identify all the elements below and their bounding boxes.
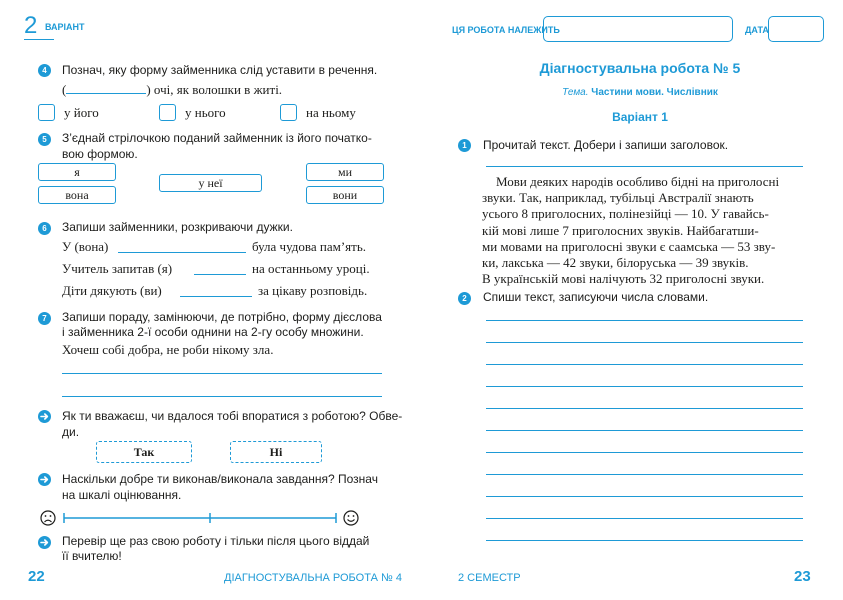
arrow-right-icon [38, 536, 51, 549]
word-box-ya[interactable]: я [38, 163, 116, 181]
task-1-number: 1 [458, 139, 471, 152]
date-label: ДАТА [745, 25, 769, 35]
writing-line[interactable] [486, 452, 803, 453]
task-6-row-2-end: на останньому уроці. [252, 261, 370, 276]
task-6-row-1-start: У (вона) [62, 239, 109, 254]
reflection-3-line2: її вчителю! [62, 549, 122, 563]
reflection-1-line1: Як ти вважаєш, чи вдалося тобі впоратися з роботою? Обве- [62, 409, 403, 423]
right-footer: 2 СЕМЕСТР [458, 572, 521, 584]
task-1-prompt: Прочитай текст. Добери і запиши заголовок. [483, 138, 729, 152]
task-7-example: Хочеш собі добра, не роби нікому зла. [62, 342, 274, 357]
arrow-right-icon [38, 410, 51, 423]
writing-line[interactable] [486, 496, 803, 497]
task-7-prompt-line2: і займенника 2-ї особи однини на 2-гу особу множини. [62, 325, 364, 339]
task-6-row-3-start: Діти дякують (ви) [62, 283, 162, 298]
belongs-label: ЦЯ РОБОТА НАЛЕЖИТЬ [452, 25, 560, 35]
yes-box[interactable]: Так [96, 441, 192, 463]
reflection-3-line1: Перевір ще раз свою роботу і тільки після цього віддай [62, 534, 370, 548]
task-2-prompt: Спиши текст, записуючи числа словами. [483, 290, 709, 304]
task-4-number: 4 [38, 64, 51, 77]
sad-face-icon [41, 511, 55, 525]
left-page-number: 22 [28, 568, 45, 585]
option-checkbox-2[interactable] [159, 104, 176, 121]
task-4-blank[interactable] [66, 82, 146, 94]
text-line: В українській мові налічують 32 приголосні звуки. [482, 271, 765, 287]
variant-label: ВАРІАНТ [45, 22, 85, 32]
owner-name-field[interactable] [543, 16, 733, 42]
variant-number: 2 [24, 12, 38, 39]
option-label-3: на ньому [306, 105, 356, 120]
word-box-my[interactable]: ми [306, 163, 384, 181]
task-5-prompt-line2: вою формою. [62, 147, 138, 161]
writing-line[interactable] [486, 364, 803, 365]
rating-scale[interactable] [38, 508, 368, 528]
writing-line[interactable] [486, 474, 803, 475]
no-box[interactable]: Ні [230, 441, 322, 463]
writing-line[interactable] [486, 320, 803, 321]
right-page-number: 23 [794, 568, 811, 585]
reflection-2-line2: на шкалі оцінювання. [62, 488, 182, 502]
variant-title: Варіант 1 [612, 110, 668, 124]
task-4-prompt: Познач, яку форму займенника слід уставити в речення. [62, 63, 378, 77]
task-7-number: 7 [38, 312, 51, 325]
task-6-row-1-blank[interactable] [118, 252, 246, 253]
task-6-row-3-end: за цікаву розповідь. [258, 283, 368, 298]
text-line: усього 8 приголосних, полінезійці — 10. У гавайсь- [482, 206, 769, 222]
writing-line[interactable] [486, 408, 803, 409]
writing-line[interactable] [486, 540, 803, 541]
task-5-number: 5 [38, 133, 51, 146]
word-box-vony[interactable]: вони [306, 186, 384, 204]
reflection-1-line2: ди. [62, 425, 80, 439]
text-line: ми мовами на приголосні звуки є саамська — 53 зву- [482, 238, 776, 254]
writing-line[interactable] [486, 430, 803, 431]
text-line: Мови деяких народів особливо бідні на приголосні [496, 174, 780, 189]
text-line: звуки. Так, наприклад, тубільці Австралії знають [482, 190, 754, 206]
task-5-prompt-line1: З’єднай стрілочкою поданий займенник із його початко- [62, 131, 372, 145]
option-checkbox-1[interactable] [38, 104, 55, 121]
task-6-row-2-start: Учитель запитав (я) [62, 261, 173, 276]
task-6-row-1-end: була чудова пам’ять. [252, 239, 366, 254]
happy-face-icon [344, 511, 358, 525]
task-6-number: 6 [38, 222, 51, 235]
writing-line[interactable] [486, 342, 803, 343]
option-checkbox-3[interactable] [280, 104, 297, 121]
reading-text [482, 174, 812, 287]
writing-line[interactable] [486, 518, 803, 519]
word-box-u-nei[interactable]: у неї [159, 174, 262, 192]
task-6-row-3-blank[interactable] [180, 296, 252, 297]
task-4-sentence: ( ) очі, як волошки в житі. [62, 82, 283, 97]
date-field[interactable] [768, 16, 824, 42]
work-title: Діагностувальна робота № 5 [539, 60, 741, 76]
task-7-prompt-line1: Запиши пораду, замінюючи, де потрібно, форму дієслова [62, 310, 382, 324]
text-line: кій мові лише 7 приголосних звуків. Найбагатши- [482, 222, 759, 238]
text-line: ки, лакська — 42 звуки, білоруська — 39 звуків. [482, 255, 749, 271]
word-box-vona[interactable]: вона [38, 186, 116, 204]
task-7-answer-line-2[interactable] [62, 396, 382, 397]
title-answer-line[interactable] [486, 166, 803, 167]
option-label-2: у нього [185, 105, 226, 120]
task-6-prompt: Запиши займенники, розкриваючи дужки. [62, 220, 293, 234]
left-footer: ДІАГНОСТУВАЛЬНА РОБОТА № 4 [224, 572, 402, 584]
reflection-2-line1: Наскільки добре ти виконав/виконала завдання? Познач [62, 472, 378, 486]
arrow-right-icon [38, 473, 51, 486]
writing-line[interactable] [486, 386, 803, 387]
task-7-answer-line-1[interactable] [62, 373, 382, 374]
task-6-row-2-blank[interactable] [194, 274, 246, 275]
topic: Тема. Частини мови. Числівник [562, 87, 718, 98]
task-2-number: 2 [458, 292, 471, 305]
header-rule [24, 39, 54, 40]
option-label-1: у його [64, 105, 99, 120]
